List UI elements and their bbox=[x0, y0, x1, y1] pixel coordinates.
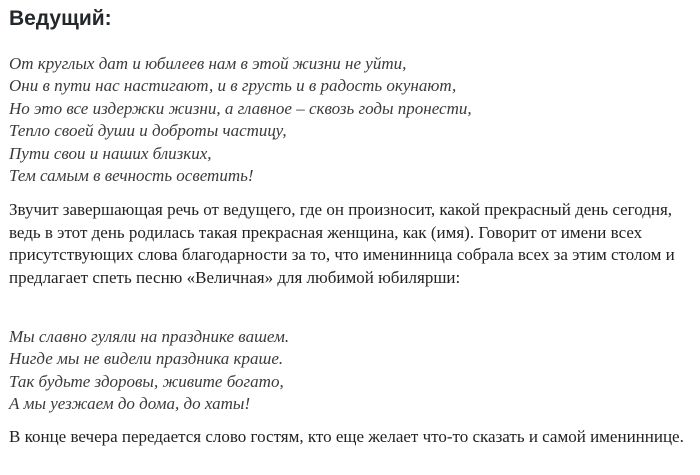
verse-line: Пути свои и наших близких, bbox=[9, 143, 212, 163]
verse-opening bbox=[9, 53, 696, 187]
verse-line: А мы уезжаем до дома, до хаты! bbox=[9, 394, 251, 414]
verse-line: От круглых дат и юбилеев нам в этой жизни не уйти, bbox=[9, 54, 407, 73]
verse-line: Мы славно гуляли на празднике вашем. bbox=[9, 327, 290, 347]
verse-line: Нигде мы не видели праздника краше. bbox=[9, 349, 284, 369]
verse-line: Они в пути нас настигают, и в грусть и в радость окунают, bbox=[9, 76, 457, 96]
verse-line: Но это все издержки жизни, а главное – сквозь годы пронести, bbox=[9, 98, 472, 118]
verse-song bbox=[9, 326, 696, 416]
verse-line: Тепло своей души и доброты частицу, bbox=[9, 121, 287, 141]
paragraph-host-speech: Звучит завершающая речь от ведущего, где он произносит, какой прекрасный день сегодня, ведь в этот день родилась такая прекрасная женщина, как (имя). Говорит от имени всех присутствующих слова благодарности за то, что именинница собрала всех за этим столом и предлагает спеть песню «Величная» для любимой юбилярши: bbox=[9, 200, 675, 287]
verse-line: Так будьте здоровы, живите богато, bbox=[9, 371, 284, 391]
paragraph-ending: В конце вечера передается слово гостям, кто еще желает что-то сказать и самой имениннице. bbox=[9, 426, 684, 446]
verse-line: Тем самым в вечность осветить! bbox=[9, 166, 254, 186]
page-title: Ведущий: bbox=[9, 7, 112, 30]
